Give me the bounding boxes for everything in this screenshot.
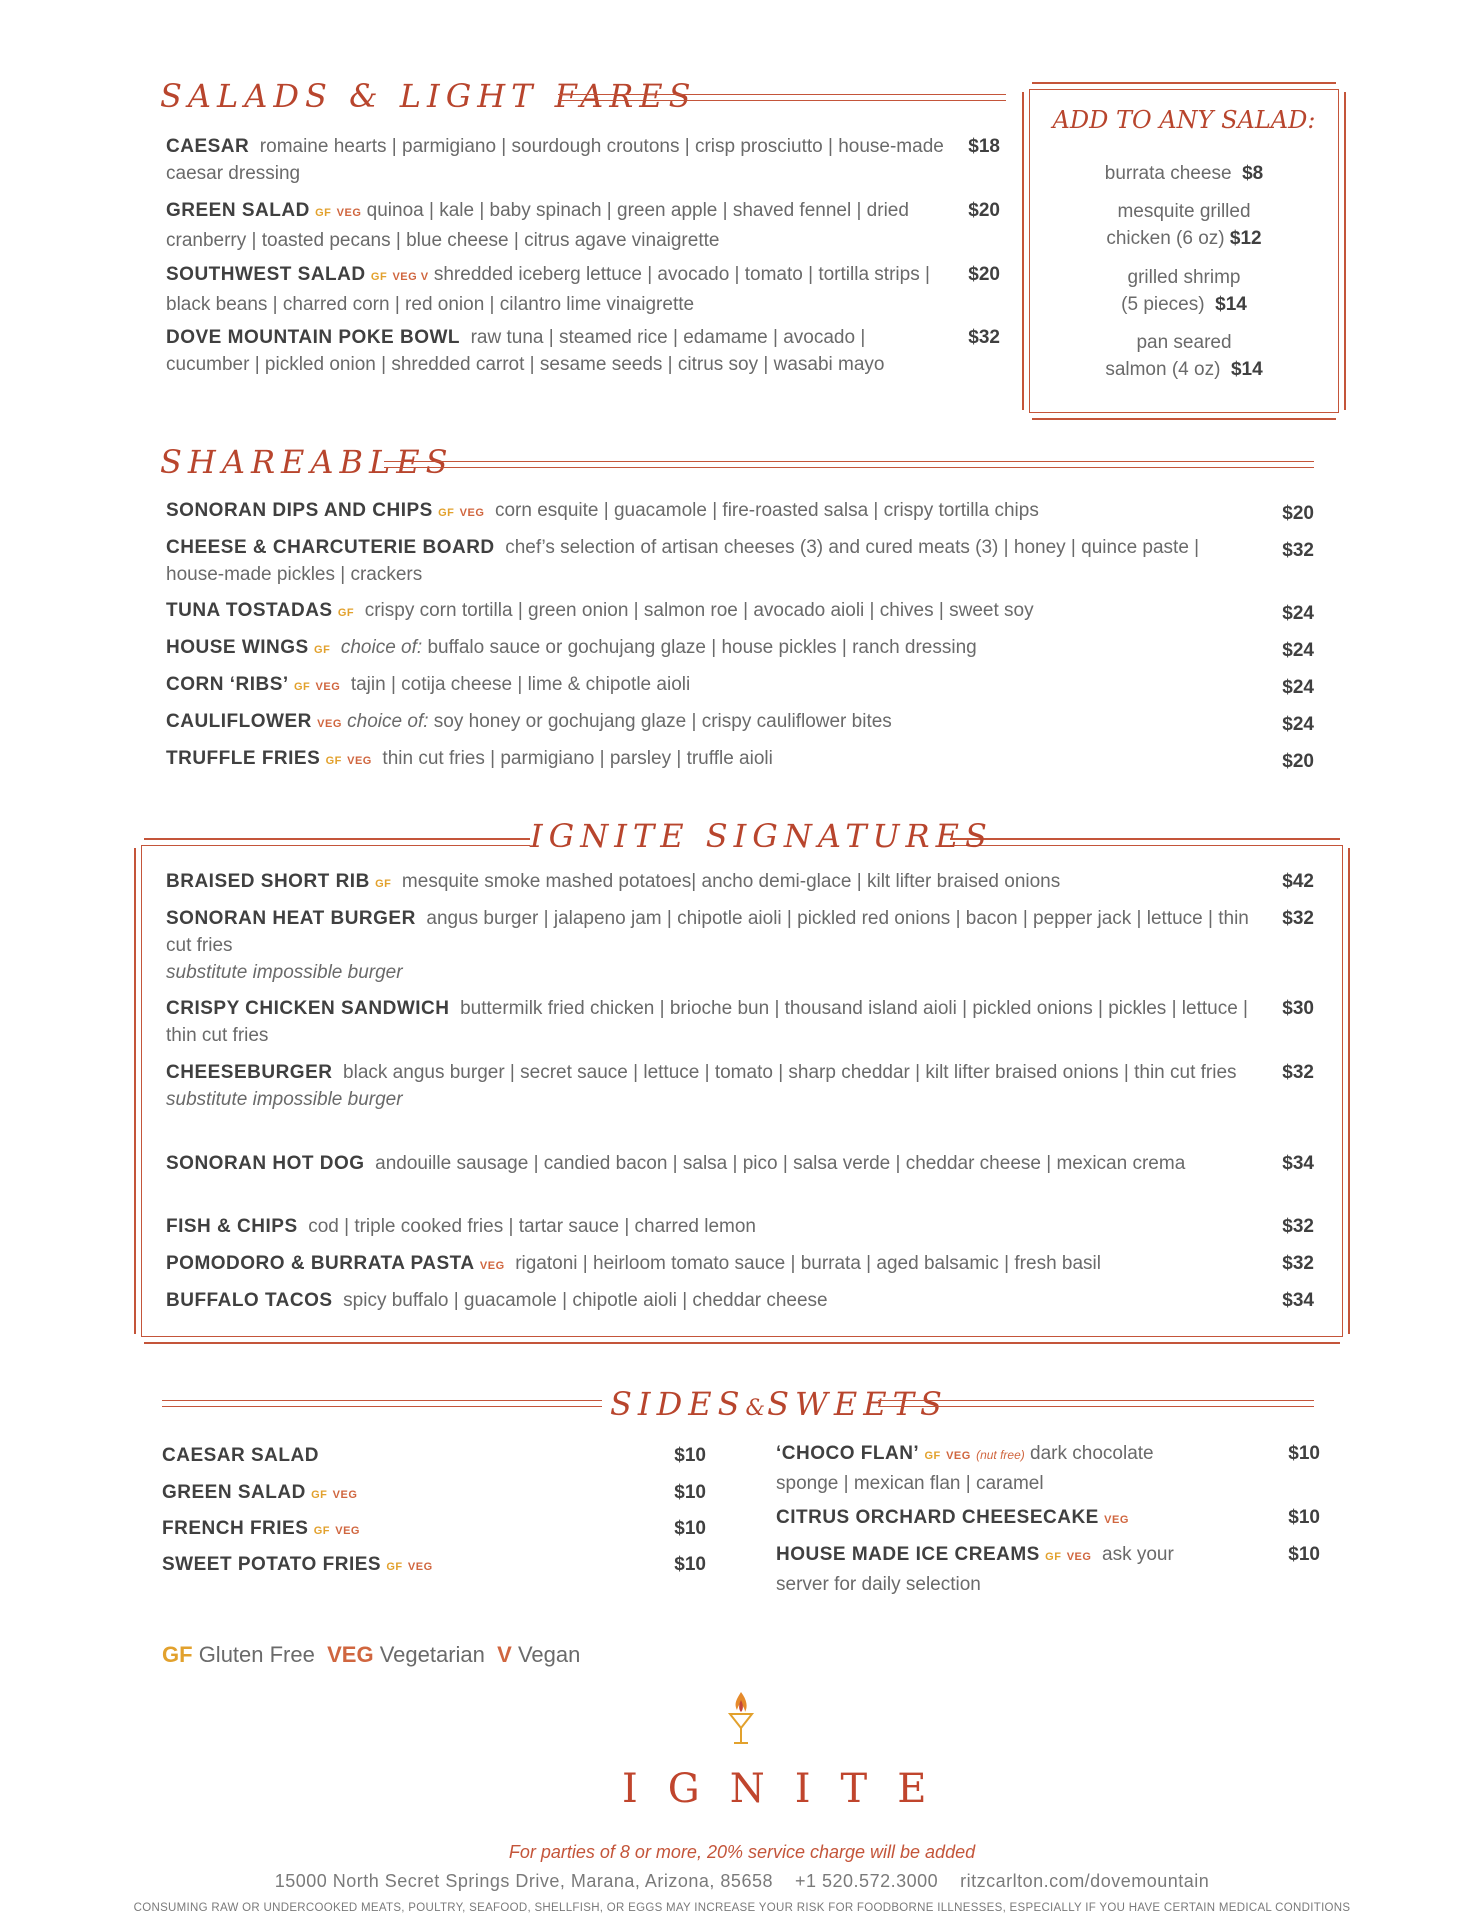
item-name: POMODORO & BURRATA PASTA (166, 1253, 475, 1274)
item-price: $34 (1282, 1153, 1314, 1174)
veg-tag: VEG (1104, 1514, 1129, 1526)
gf-tag: GF (438, 507, 455, 519)
menu-item (166, 534, 1246, 588)
gf-tag: GF (370, 271, 388, 283)
item-price: $30 (1282, 998, 1314, 1019)
section-title-salads: SALADS & LIGHT FARES (160, 77, 697, 115)
item-name: GREEN SALAD (166, 200, 310, 221)
choice-label: choice of: (347, 711, 429, 732)
legend-gf-label: Gluten Free (198, 1642, 315, 1667)
item-price: $32 (1282, 908, 1314, 929)
side-item (162, 1515, 602, 1545)
menu-item (166, 1287, 1256, 1314)
menu-item (166, 197, 946, 254)
divider (558, 94, 1006, 101)
food-safety-disclaimer: CONSUMING RAW OR UNDERCOOKED MEATS, POULTRY, SEAFOOD, SHELLFISH, OR EGGS MAY INCREASE YOUR RISK FOR FOODBORNE ILLNESSES, ESPECIALLY IF YOU HAVE CERTAIN MEDICAL CONDITIONS (133, 1902, 1351, 1914)
item-name: SWEET POTATO FRIES (162, 1554, 382, 1575)
legend-veg: VEG (327, 1642, 374, 1667)
veg-tag: VEG (946, 1450, 971, 1462)
service-charge-note: For parties of 8 or more, 20% service charge will be added (508, 1842, 976, 1862)
item-name: ‘CHOCO FLAN’ (776, 1443, 920, 1464)
menu-item (166, 708, 1246, 738)
item-description: cod | triple cooked fries | tartar sauce | charred lemon (308, 1216, 756, 1237)
add-on-item: burrata cheese $8 (1104, 163, 1264, 184)
add-to-salad-title: ADD TO ANY SALAD: (1052, 106, 1316, 134)
item-price: $10 (1288, 1507, 1320, 1528)
item-description: quinoa | kale | baby spinach | green apple | shaved fennel | dried cranberry | toasted pecans | blue cheese | citrus agave vinaigrette (166, 200, 909, 251)
section-title-sides-sweets: SIDES&SWEETS (610, 1385, 948, 1423)
item-description: angus burger | jalapeno jam | chipotle aioli | pickled red onions | bacon | pepper jack | lettuce | thin cut fries (166, 908, 1249, 956)
divider (878, 1400, 1314, 1407)
add-on-item: mesquite grilled chicken (6 oz) $12 (1106, 201, 1262, 249)
add-on-item: grilled shrimp (5 pieces) $14 (1121, 267, 1247, 315)
ignite-logo-text: IGNITE (622, 1766, 957, 1812)
gf-tag: GF (924, 1450, 941, 1462)
item-name: SONORAN HEAT BURGER (166, 908, 416, 929)
menu-item (166, 905, 1256, 986)
item-price: $32 (1282, 1216, 1314, 1237)
legend-gf: GF (162, 1642, 193, 1667)
menu-item (166, 1250, 1256, 1280)
veg-tag: VEG (317, 718, 342, 730)
item-description: tajin | cotija cheese | lime & chipotle aioli (350, 674, 691, 695)
sweet-item (776, 1504, 1216, 1534)
item-name: CAULIFLOWER (166, 711, 312, 732)
item-price: $18 (968, 136, 1000, 157)
item-name: CORN ‘RIBS’ (166, 674, 289, 695)
item-substitute: substitute impossible burger (166, 1089, 403, 1110)
item-name: BUFFALO TACOS (166, 1290, 333, 1311)
item-description: dark chocolate sponge | mexican flan | caramel (776, 1443, 1154, 1494)
item-description: buttermilk fried chicken | brioche bun | thousand island aioli | pickled onions | pickles | lettuce | thin cut fries (166, 998, 1248, 1046)
veg-tag: VEG (1066, 1551, 1092, 1563)
item-price: $10 (1288, 1443, 1320, 1464)
flame-glass-icon (726, 1690, 756, 1748)
gf-tag: GF (386, 1561, 403, 1573)
item-description: mesquite smoke mashed potatoes| ancho demi-glace | kilt lifter braised onions (401, 871, 1061, 892)
menu-item (166, 497, 1246, 527)
website-link[interactable]: ritzcarlton.com/dovemountain (960, 1871, 1210, 1891)
item-name: CRISPY CHICKEN SANDWICH (166, 998, 450, 1019)
item-price: $10 (674, 1445, 706, 1466)
gf-tag: GF (293, 681, 311, 693)
gf-tag: GF (311, 1489, 328, 1501)
veg-tag: VEG (347, 755, 372, 767)
item-price: $24 (1282, 640, 1314, 661)
item-price: $10 (674, 1518, 706, 1539)
item-description: chef’s selection of artisan cheeses (3) and cured meats (3) | honey | quince paste | house-made pickles | crackers (166, 537, 1200, 585)
item-name: GREEN SALAD (162, 1482, 306, 1503)
item-price: $20 (1282, 751, 1314, 772)
veg-tag: VEG (407, 1561, 433, 1573)
item-price: $24 (1282, 714, 1314, 735)
section-title-shareables: SHAREABLES (160, 443, 454, 481)
gf-tag: GF (314, 644, 331, 656)
item-price: $32 (1282, 1253, 1314, 1274)
legend-v-label: Vegan (517, 1642, 581, 1667)
gf-tag: GF (1045, 1551, 1062, 1563)
item-name: CHEESE & CHARCUTERIE BOARD (166, 537, 495, 558)
item-description: soy honey or gochujang glaze | crispy cauliflower bites (433, 711, 892, 732)
item-description: corn esquite | guacamole | fire-roasted salsa | crispy tortilla chips (494, 500, 1039, 521)
menu-item (166, 745, 1246, 775)
gf-tag: GF (337, 607, 355, 619)
legend-veg-label: Vegetarian (379, 1642, 485, 1667)
contact-line (0, 1871, 1484, 1892)
item-description: ask your server for daily selection (776, 1544, 1174, 1595)
menu-item (166, 261, 946, 318)
veg-tag: VEG V (392, 271, 429, 283)
divider (162, 1400, 602, 1407)
item-description: thin cut fries | parmigiano | parsley | truffle aioli (382, 748, 773, 769)
item-name: DOVE MOUNTAIN POKE BOWL (166, 327, 461, 348)
side-item (162, 1479, 602, 1509)
menu-item (166, 324, 946, 378)
item-description: raw tuna | steamed rice | edamame | avocado | cucumber | pickled onion | shredded carrot | sesame seeds | citrus soy | wasabi mayo (166, 327, 885, 375)
menu-item (166, 597, 1246, 627)
gf-tag: GF (313, 1525, 330, 1537)
item-description: romaine hearts | parmigiano | sourdough croutons | crisp prosciutto | house-made caesar dressing (166, 136, 944, 184)
nut-free-tag: (nut free) (976, 1448, 1025, 1462)
item-name: CHEESEBURGER (166, 1062, 333, 1083)
veg-tag: VEG (332, 1489, 358, 1501)
side-item (162, 1442, 602, 1469)
item-name: TRUFFLE FRIES (166, 748, 321, 769)
sweet-item (776, 1440, 1216, 1497)
item-price: $34 (1282, 1290, 1314, 1311)
item-description: buffalo sauce or gochujang glaze | house pickles | ranch dressing (427, 637, 977, 658)
item-name: CAESAR SALAD (162, 1445, 319, 1466)
item-name: CAESAR (166, 136, 250, 157)
section-title-signatures: IGNITE SIGNATURES (530, 817, 993, 855)
item-price: $10 (1288, 1544, 1320, 1565)
item-name: SONORAN HOT DOG (166, 1153, 365, 1174)
item-price: $20 (968, 200, 1000, 221)
veg-tag: VEG (335, 1525, 360, 1537)
legend-v: V (497, 1642, 512, 1667)
item-price: $10 (674, 1554, 706, 1575)
item-price: $32 (1282, 540, 1314, 561)
item-name: BRAISED SHORT RIB (166, 871, 370, 892)
menu-item (166, 1213, 1256, 1240)
item-description: crispy corn tortilla | green onion | salmon roe | avocado aioli | chives | sweet soy (364, 600, 1034, 621)
side-item (162, 1551, 602, 1581)
veg-tag: VEG (315, 681, 341, 693)
menu-item (166, 634, 1246, 664)
gf-tag: GF (375, 878, 392, 890)
item-name: HOUSE WINGS (166, 637, 309, 658)
add-on-item: pan seared salmon (4 oz) $14 (1105, 332, 1263, 380)
item-price: $10 (674, 1482, 706, 1503)
item-price: $32 (968, 327, 1000, 348)
item-name: HOUSE MADE ICE CREAMS (776, 1544, 1040, 1565)
address: 15000 North Secret Springs Drive, Marana, Arizona, 85658 (274, 1871, 773, 1891)
sweet-item (776, 1541, 1216, 1598)
gf-tag: GF (325, 755, 342, 767)
menu-item (166, 1059, 1256, 1113)
item-name: CITRUS ORCHARD CHEESECAKE (776, 1507, 1099, 1528)
gf-tag: GF (315, 207, 332, 219)
item-description: shredded iceberg lettuce | avocado | tomato | tortilla strips | black beans | charred corn | red onion | cilantro lime vinaigrette (166, 264, 930, 315)
divider (384, 461, 1314, 468)
dietary-legend (162, 1642, 580, 1668)
item-description: black angus burger | secret sauce | lettuce | tomato | sharp cheddar | kilt lifter braised onions | thin cut fries (343, 1062, 1237, 1083)
item-name: FRENCH FRIES (162, 1518, 309, 1539)
menu-item (166, 995, 1256, 1049)
item-name: FISH & CHIPS (166, 1216, 298, 1237)
veg-tag: VEG (336, 207, 362, 219)
item-substitute: substitute impossible burger (166, 962, 403, 983)
item-description: spicy buffalo | guacamole | chipotle aioli | cheddar cheese (343, 1290, 828, 1311)
veg-tag: VEG (459, 507, 485, 519)
item-name: SOUTHWEST SALAD (166, 264, 366, 285)
item-price: $20 (1282, 503, 1314, 524)
item-name: TUNA TOSTADAS (166, 600, 333, 621)
phone: +1 520.572.3000 (795, 1871, 939, 1891)
item-price: $24 (1282, 603, 1314, 624)
choice-label: choice of: (340, 637, 423, 658)
item-name: SONORAN DIPS AND CHIPS (166, 500, 433, 521)
veg-tag: VEG (479, 1260, 505, 1272)
menu-item (166, 1150, 1256, 1177)
item-price: $42 (1282, 871, 1314, 892)
item-price: $32 (1282, 1062, 1314, 1083)
menu-item (166, 868, 1256, 898)
add-to-salad-content (1022, 82, 1346, 420)
item-price: $24 (1282, 677, 1314, 698)
item-price: $20 (968, 264, 1000, 285)
item-description: andouille sausage | candied bacon | salsa | pico | salsa verde | cheddar cheese | mexican crema (375, 1153, 1186, 1174)
item-description: rigatoni | heirloom tomato sauce | burrata | aged balsamic | fresh basil (515, 1253, 1101, 1274)
menu-item (166, 671, 1246, 701)
menu-item (166, 133, 946, 187)
